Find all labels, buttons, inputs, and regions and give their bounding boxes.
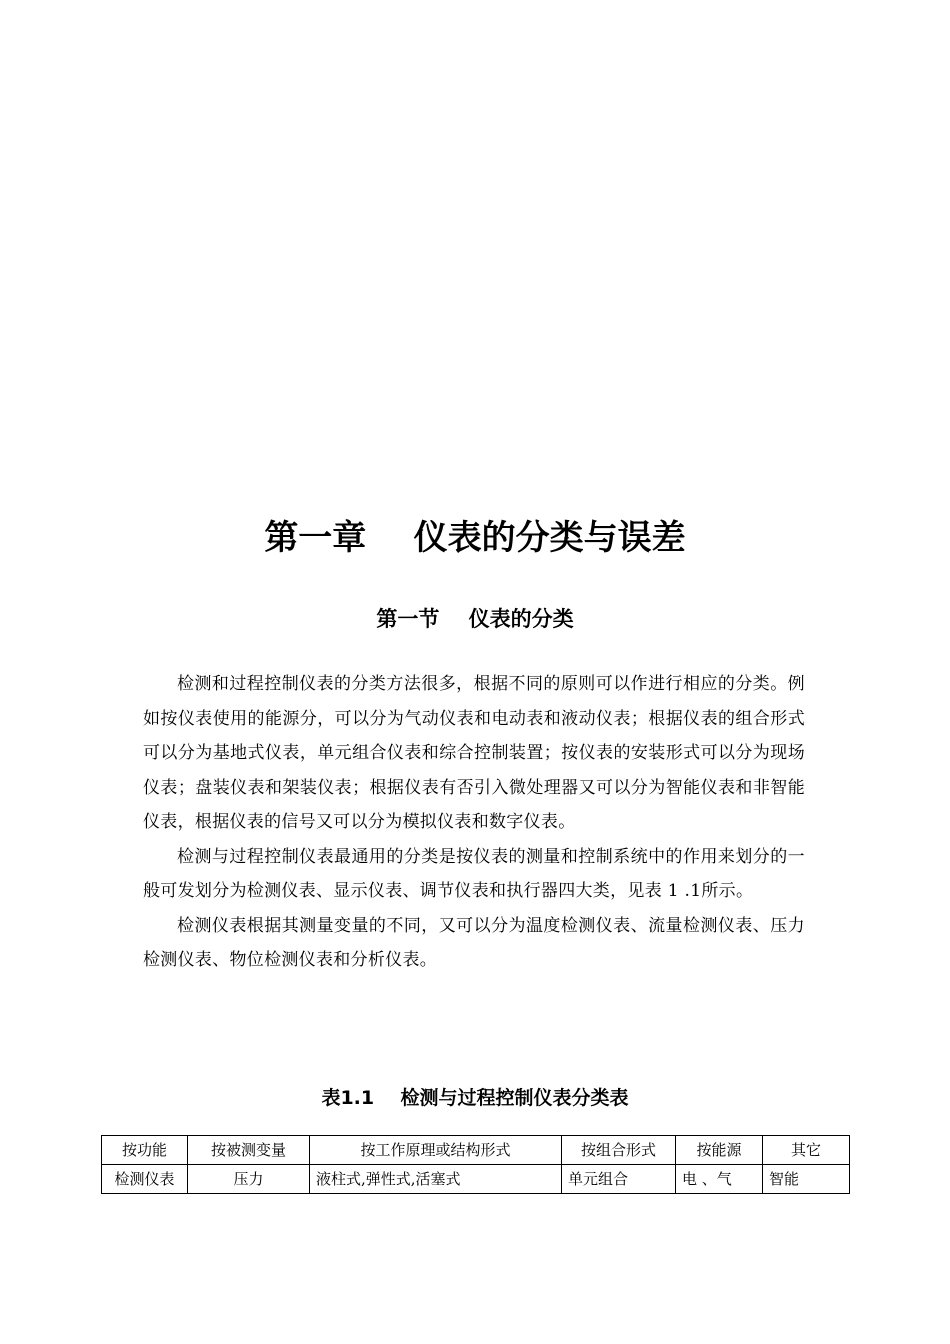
table-header-row <box>102 1136 850 1165</box>
paragraph-2: 检测与过程控制仪表最通用的分类是按仪表的测量和控制系统中的作用来划分的一般可发划分为检测仪表、显示仪表、调节仪表和执行器四大类，见表 1 .1所示。 <box>143 846 805 901</box>
table-row <box>102 1165 850 1194</box>
table-cell: 智能 <box>763 1165 850 1194</box>
table-cell: 检测仪表 <box>102 1165 188 1194</box>
table-cell: 压力 <box>188 1165 310 1194</box>
section-title: 第一节 仪表的分类 <box>376 607 574 631</box>
body-text <box>143 667 805 978</box>
header-cell-function: 按功能 <box>102 1136 188 1165</box>
header-cell-energy: 按能源 <box>676 1136 763 1165</box>
paragraph-1: 检测和过程控制仪表的分类方法很多，根据不同的原则可以作进行相应的分类。例如按仪表使用的能源分，可以分为气动仪表和电动表和液动仪表；根据仪表的组合形式可以分为基地式仪表，单元组合仪表和综合控制装置；按仪表的安装形式可以分为现场仪表；盘装仪表和架装仪表；根据仪表有否引入微处理器又可以分为智能仪表和非智能仪表，根据仪表的信号又可以分为模拟仪表和数字仪表。 <box>143 674 805 832</box>
header-cell-combination: 按组合形式 <box>562 1136 676 1165</box>
header-cell-other: 其它 <box>763 1136 850 1165</box>
table-caption: 表1.1 检测与过程控制仪表分类表 <box>321 1087 629 1109</box>
chapter-title: 第一章 仪表的分类与误差 <box>264 518 686 558</box>
classification-table <box>101 1135 850 1194</box>
table-cell: 液柱式,弹性式,活塞式 <box>310 1165 562 1194</box>
paragraph-3: 检测仪表根据其测量变量的不同，又可以分为温度检测仪表、流量检测仪表、压力检测仪表、物位检测仪表和分析仪表。 <box>143 915 805 970</box>
table-cell: 电 、气 <box>676 1165 763 1194</box>
header-cell-principle: 按工作原理或结构形式 <box>310 1136 562 1165</box>
header-cell-variable: 按被测变量 <box>188 1136 310 1165</box>
table-cell: 单元组合 <box>562 1165 676 1194</box>
